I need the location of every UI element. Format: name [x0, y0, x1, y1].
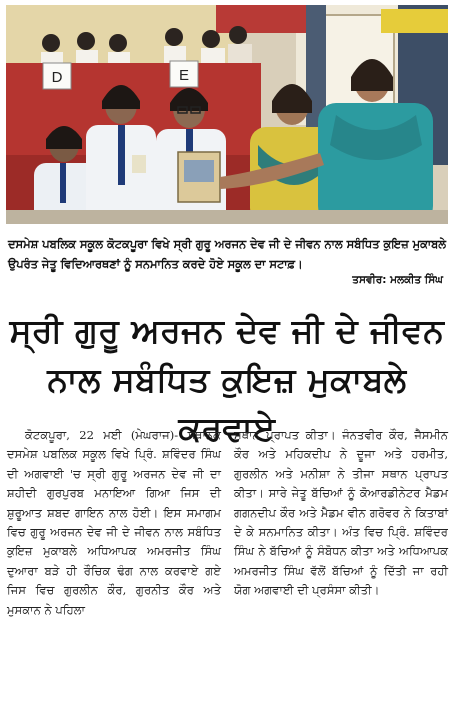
- sign-e: E: [178, 67, 190, 84]
- body-column-left: ਕੋਟਕਪੂਰਾ, 22 ਮਈ (ਮੇਘਰਾਜ)- ਸਥਾਨਕ ਦਸਮੇਸ਼ ਪਬਲਿਕ ਸਕੂਲ ਵਿਖੇ ਪ੍ਰਿੰ. ਸ਼ਵਿੰਦਰ ਸਿੰਘ ਦੀ ਅਗਵਾਈ 'ਚ ਸ੍ਰੀ ਗੁਰੂ ਅਰਜਨ ਦੇਵ ਜੀ ਦਾ ਸ਼ਹੀਦੀ ਗੁਰਪੁਰਬ ਮਨਾਇਆ ਗਿਆ ਜਿਸ ਦੀ ਸ਼ੁਰੂਆਤ ਸ਼ਬਦ ਗਾਇਨ ਨਾਲ ਹੋਈ। ਇਸ ਸਮਾਗਮ ਵਿਚ ਗੁਰੂ ਅਰਜਨ ਦੇਵ ਜੀ ਦੇ ਜੀਵਨ ਨਾਲ ਸਬੰਧਿਤ ਕੁਇਜ਼ ਮੁਕਾਬਲੇ ਅਧਿਆਪਕ ਅਮਰਜੀਤ ਸਿੰਘ ਦੁਆਰਾ ਬੜੇ ਹੀ ਰੌਚਿਕ ਢੰਗ ਨਾਲ ਕਰਵਾਏ ਗਏ ਜਿਸ ਵਿਚ ਗੁਰਲੀਨ ਕੌਰ, ਗੁਰਨੀਤ ਕੌਰ ਅਤੇ ਮੁਸਕਾਨ ਨੇ ਪਹਿਲਾ: [7, 428, 221, 617]
- news-photo: [6, 5, 448, 224]
- headline: ਸ੍ਰੀ ਗੁਰੂ ਅਰਜਨ ਦੇਵ ਜੀ ਦੇ ਜੀਵਨ ਨਾਲ ਸਬੰਧਿਤ ਕੁਇਜ਼ ਮੁਕਾਬਲੇ ਕਰਵਾਏ: [9, 311, 445, 448]
- body-column-right: ਸਥਾਨ ਪ੍ਰਾਪਤ ਕੀਤਾ। ਜੰਨਤਵੀਰ ਕੌਰ, ਜੈਸਮੀਨ ਕੌਰ ਅਤੇ ਮਹਿਕਦੀਪ ਨੇ ਦੂਜਾ ਅਤੇ ਹਰਮੀਤ, ਗੁਰਲੀਨ ਅਤੇ ਮਨੀਸ਼ਾ ਨੇ ਤੀਜਾ ਸਥਾਨ ਪ੍ਰਾਪਤ ਕੀਤਾ। ਸਾਰੇ ਜੇਤੂ ਬੱਚਿਆਂ ਨੂੰ ਕੋਆਰਡੀਨੇਟਰ ਮੈਡਮ ਗਗਨਦੀਪ ਕੌਰ ਅਤੇ ਮੈਡਮ ਵੀਨ ਗਰੋਵਰ ਨੇ ਕਿਤਾਬਾਂ ਦੇ ਕੇ ਸਨਮਾਨਿਤ ਕੀਤਾ। ਅੰਤ ਵਿਚ ਪ੍ਰਿੰ. ਸ਼ਵਿੰਦਰ ਸਿੰਘ ਨੇ ਬੱਚਿਆਂ ਨੂੰ ਸੰਬੋਧਨ ਕੀਤਾ ਅਤੇ ਅਧਿਆਪਕ ਅਮਰਜੀਤ ਸਿੰਘ ਵੱਲੋਂ ਬੱਚਿਆਂ ਨੂੰ ਦਿੱਤੀ ਜਾ ਰਹੀ ਯੋਗ ਅਗਵਾਈ ਦੀ ਪ੍ਰਸੰਸਾ ਕੀਤੀ।: [234, 428, 448, 598]
- photo-scene: [6, 5, 448, 224]
- photo-credit: ਤਸਵੀਰ: ਮਲਕੀਤ ਸਿੰਘ: [352, 274, 443, 286]
- sign-d: D: [51, 69, 63, 86]
- photo-caption: ਦਸਮੇਸ਼ ਪਬਲਿਕ ਸਕੂਲ ਕੋਟਕਪੂਰਾ ਵਿਖੇ ਸ੍ਰੀ ਗੁਰੂ ਅਰਜਨ ਦੇਵ ਜੀ ਦੇ ਜੀਵਨ ਨਾਲ ਸਬੰਧਿਤ ਕੁਇਜ਼ ਮੁਕਾਬਲੇ ਉਪਰੰਤ ਜੇਤੂ ਵਿਦਿਆਰਥਣਾਂ ਨੂੰ ਸਨਮਾਨਿਤ ਕਰਦੇ ਹੋਏ ਸਕੂਲ ਦਾ ਸਟਾਫ਼।: [8, 237, 446, 271]
